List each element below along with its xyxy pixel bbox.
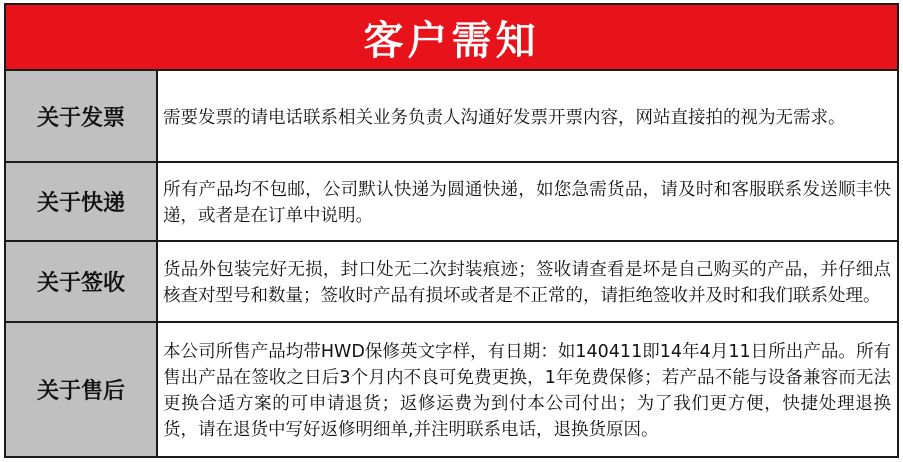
notice-row-delivery <box>6 163 897 242</box>
customer-notice-table <box>4 3 899 458</box>
notice-row-receipt <box>6 242 897 323</box>
row-content-invoice <box>158 71 897 161</box>
row-content-receipt <box>158 242 897 321</box>
row-content-delivery <box>158 163 897 240</box>
row-label-receipt: 关于签收 <box>6 242 158 321</box>
row-label-delivery: 关于快递 <box>6 163 158 240</box>
notice-row-invoice <box>6 71 897 163</box>
row-label-invoice: 关于发票 <box>6 71 158 161</box>
row-text-receipt: 货品外包装完好无损，封口处无二次封装痕迹；签收请查看是坏是自己购买的产品，并仔细点核查对型号和数量；签收时产品有损坏或者是不正常的，请拒绝签收并及时和我们联系处理。 <box>163 260 891 306</box>
row-text-invoice: 需要发票的请电话联系相关业务负责人沟通好发票开票内容，网站直接拍的视为无需求。 <box>163 107 846 128</box>
notice-row-after-sales <box>6 323 897 456</box>
row-content-after-sales <box>158 323 897 456</box>
row-label-after-sales: 关于售后 <box>6 323 158 456</box>
row-text-after-sales: 本公司所售产品均带HWD保修英文字样，有日期：如140411即14年4月11日所出产品。所有售出产品在签收之日后3个月内不良可免费更换，1年免费保修；若产品不能与设备兼容而无法更换合适方案的可申请退货；返修运费为到付本公司付出；为了我们更方便，快捷处理退换货，请在退货中写好返修明细单,并注明联系电话，退换货原因。 <box>163 342 891 440</box>
notice-title-bar <box>6 5 897 71</box>
notice-title: 客户需知 <box>363 17 540 64</box>
row-text-delivery: 所有产品均不包邮，公司默认快递为圆通快递，如您急需货品，请及时和客服联系发送顺丰快递，或者是在订单中说明。 <box>163 180 891 226</box>
